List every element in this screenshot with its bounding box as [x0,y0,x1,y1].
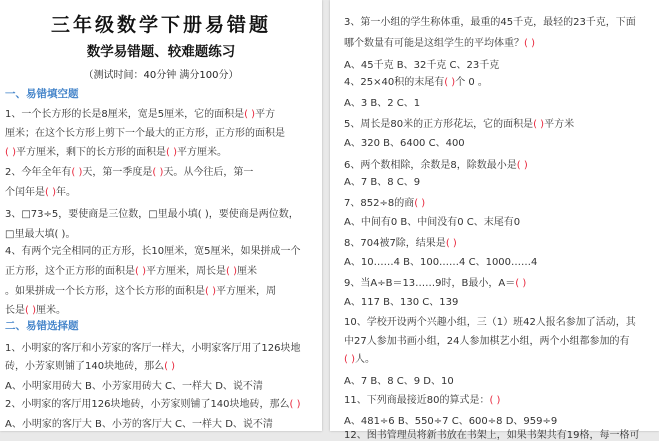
question-line [5,242,300,257]
question-text: 平方 [255,109,276,120]
answer-blank: ( ) [244,109,256,120]
question-text: 天。从今往后，第一 [163,167,254,178]
question-line [344,313,636,328]
question-line [5,339,300,354]
question-text: 9、当A÷B＝13……9时，B最小，A＝ [344,278,516,289]
question-text: 平方厘米，周长是 [145,266,226,277]
question-text: A、7 B、8 C、9 [344,177,421,188]
answer-blank: ( ) [444,77,456,88]
question-text: 正方形，这个正方形的面积是 [5,266,135,277]
question-line [344,274,526,289]
question-line [344,234,457,249]
question-line [5,225,75,240]
question-text: 1、小明家的客厅和小芳家的客厅一样大，小明家客厅用了126块地 [5,343,301,354]
question-text: 3、第一小组的学生称体重，最重的45千克，最轻的23千克，下面 [344,17,636,28]
question-line [344,94,420,109]
question-line [344,213,520,228]
question-line [5,163,253,178]
question-line [5,262,257,277]
question-line [5,105,275,120]
answer-blank: ( ) [164,361,176,372]
question-line [5,395,301,410]
answer-blank: ( ) [152,167,164,178]
question-text: A、小明家用砖大 B、小芳家用砖大 C、一样大 D、说不清 [5,381,263,392]
question-text: 1、一个长方形的长是8厘米，宽是5厘米，它的面积是 [5,109,245,120]
question-text: 2、小明家的客厅用126块地砖，小芳家则铺了140块地砖，那么 [5,399,290,410]
question-text: A、7 B、8 C、9 D、10 [344,376,454,387]
page-right [330,0,659,441]
question-text: 哪个数量有可能是这组学生的平均体重？ [344,38,524,49]
question-text: 8、704被7除，结果是 [344,238,446,249]
question-line [344,73,488,88]
question-text: 平方米 [544,119,575,130]
question-text: 5、周长是80米的正方形花坛，它的面积是 [344,119,534,130]
section-heading-fill: 一、易错填空题 [5,88,79,100]
question-line [344,173,420,188]
answer-blank: ( ) [489,395,501,406]
question-text: 天，第一季度是 [82,167,153,178]
question-text: 人。 [354,354,375,365]
question-text: A、45千克 B、32千克 C、23千克 [344,60,500,71]
question-line [344,194,425,209]
question-text: 10、学校开设两个兴趣小组，三（1）班42人报名参加了活动，其 [344,317,636,328]
question-text: 个 0 。 [455,77,488,88]
answer-blank: ( ) [45,187,56,198]
answer-blank: ( ) [135,266,146,277]
question-text: 4、25×40积的末尾有 [344,77,445,88]
question-text: 2、今年全年有 [5,167,72,178]
answer-blank: ( ) [414,198,426,209]
question-line [5,415,273,430]
question-text: 中27人参加书画小组，24人参加棋艺小组，两个小组都参加的有 [344,336,630,347]
question-line [344,253,537,268]
answer-blank: ( ) [5,147,16,158]
question-text: 12、图书管理员将新书放在书架上，如果书架共有19格，每一格可 [344,430,640,441]
question-text: 。如果拼成一个长方形，这个长方形的面积是 [5,286,205,297]
question-line [5,301,66,316]
question-text: 平方厘米。 [176,147,227,158]
section-heading-choice: 二、易错选择题 [5,320,79,332]
question-line [344,293,458,308]
question-line [5,183,76,198]
question-line [344,156,528,171]
question-line [344,372,454,387]
answer-blank: ( ) [533,119,545,130]
answer-blank: ( ) [25,305,36,316]
question-text: 11、下列商最接近80的算式是： [344,395,490,406]
answer-blank: ( ) [344,354,355,365]
question-text: 厘米 [236,266,257,277]
question-line [344,115,574,130]
answer-blank: ( ) [445,238,457,249]
answer-blank: ( ) [205,286,216,297]
answer-blank: ( ) [71,167,83,178]
answer-blank: ( ) [524,38,535,49]
page-left [0,0,322,431]
answer-blank: ( ) [516,160,528,171]
question-text: 6、两个数相除，余数是8，除数最小是 [344,160,517,171]
question-text: A、小明家的客厅大 B、小芳的客厅大 C、一样大 D、说不清 [5,419,273,430]
question-text: A、10……4 B、100……4 C、1000……4 [344,257,538,268]
question-text: A、3 B、2 C、1 [344,98,421,109]
question-text: A、320 B、6400 C、400 [344,138,465,149]
answer-blank: ( ) [515,278,527,289]
question-text: A、117 B、130 C、139 [344,297,459,308]
question-text: 平方厘米，剩下的长方形的面积是 [15,147,166,158]
question-text: A、481÷6 B、550÷7 C、600÷8 D、959÷9 [344,416,558,427]
doc-meta: （测试时间：40分钟 满分100分） [83,70,239,81]
question-line [5,377,263,392]
question-text: )。 [61,229,76,240]
question-text: 3、□73÷5，要使商是三位数，□里最小填( [5,209,202,220]
question-text: 砖，小芳家则铺了140块地砖，那么 [5,361,165,372]
doc-subtitle: 数学易错题、较难题练习 [86,44,236,60]
question-text: 个闰年是 [5,187,45,198]
answer-blank: ( ) [165,147,177,158]
question-line [344,13,636,28]
question-text: 厘米。 [35,305,66,316]
question-line [344,391,500,406]
question-text: 厘米；在这个长方形上剪下一个最大的正方形，正方形的面积是 [5,128,285,139]
question-text: 平方厘米，周 [215,286,276,297]
answer-blank: ( ) [289,399,301,410]
question-text: □里最大填( [5,229,59,240]
question-line [344,134,465,149]
question-line [5,143,227,158]
question-text: 长是 [5,305,25,316]
question-text: 4、有两个完全相同的正方形，长10厘米，宽5厘米，如果拼成一个 [5,246,301,257]
question-line [344,332,629,347]
question-text: A、中间有0 B、中间没有0 C、末尾有0 [344,217,521,228]
question-line [5,357,175,372]
question-line [344,412,557,427]
question-line [344,426,639,441]
question-line [5,282,276,297]
question-line [5,124,285,139]
question-text: 7、852÷8的商 [344,198,415,209]
question-line [344,56,499,71]
question-line [344,34,535,49]
question-text: )，要使商是两位数， [204,209,299,220]
answer-blank: ( ) [225,266,237,277]
question-line [344,350,375,365]
doc-title: 三年级数学下册易错题 [50,14,271,36]
question-line [5,205,299,220]
question-text: 年。 [55,187,76,198]
